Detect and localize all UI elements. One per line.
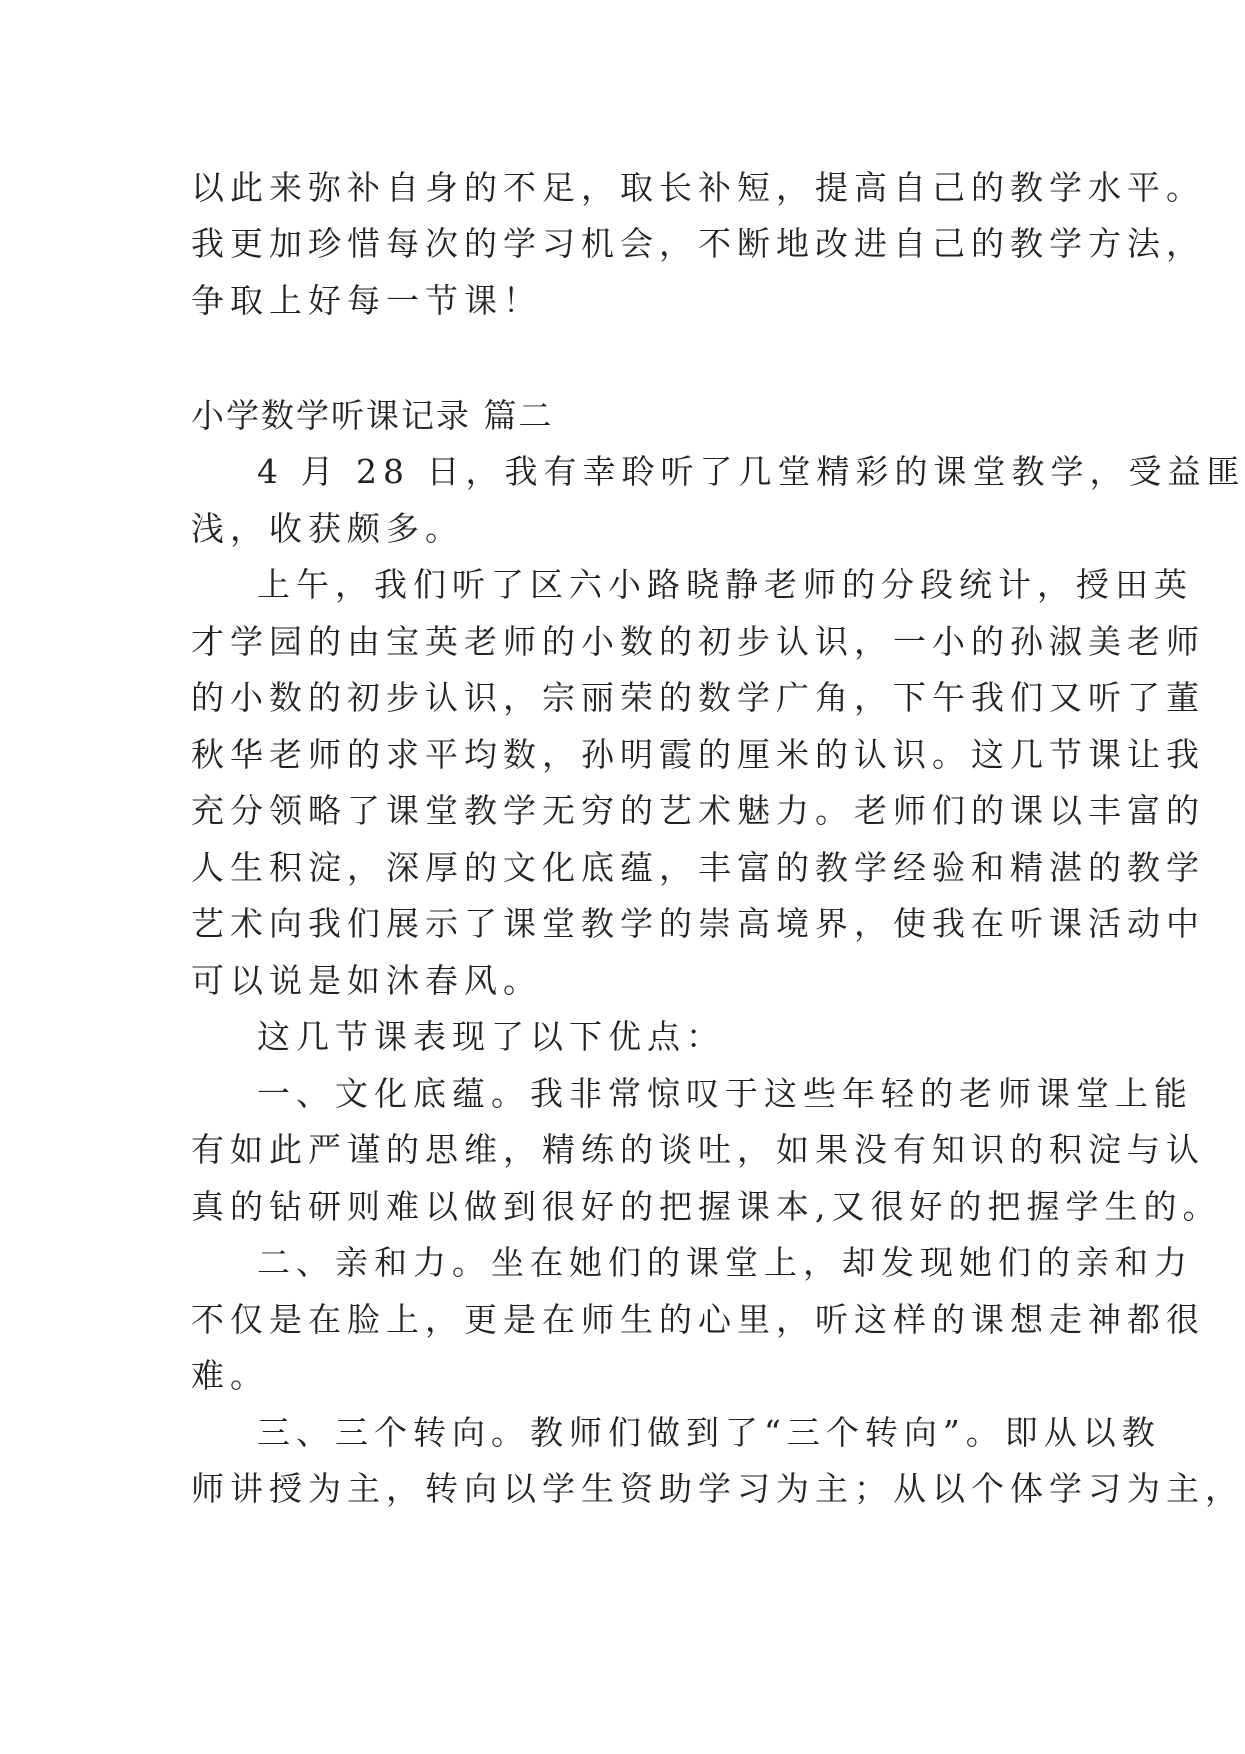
text-line: 才学园的由宝英老师的小数的初步认识，一小的孙淑美老师 — [191, 622, 1205, 661]
text-line: 难。 — [191, 1356, 269, 1395]
text-line: 真的钻研则难以做到很好的把握课本,又很好的把握学生的。 — [191, 1187, 1222, 1226]
text-line: 有如此严谨的思维，精练的谈吐，如果没有知识的积淀与认 — [191, 1130, 1205, 1169]
text-line: 不仅是在脸上，更是在师生的心里，听这样的课想走神都很 — [191, 1300, 1205, 1339]
text-line: 4 月 28 日，我有幸聆听了几堂精彩的课堂教学，受益匪 — [257, 452, 1245, 491]
text-line: 的小数的初步认识，宗丽荣的数学广角，下午我们又听了董 — [191, 678, 1205, 717]
text-line: 师讲授为主，转向以学生资助学习为主；从以个体学习为主， — [191, 1469, 1244, 1508]
text-line: 三、三个转向。教师们做到了“三个转向”。即从以教 — [257, 1413, 1161, 1452]
text-line: 可以说是如沐春风。 — [191, 961, 542, 1000]
text-line: 人生积淀，深厚的文化底蕴，丰富的教学经验和精湛的教学 — [191, 848, 1205, 887]
text-line: 争取上好每一节课！ — [191, 281, 542, 320]
text-line: 上午，我们听了区六小路晓静老师的分段统计，授田英 — [257, 565, 1193, 604]
text-line: 浅，收获颇多。 — [191, 509, 464, 548]
text-line: 艺术向我们展示了课堂教学的崇高境界，使我在听课活动中 — [191, 904, 1205, 943]
text-line: 秋华老师的求平均数，孙明霞的厘米的认识。这几节课让我 — [191, 735, 1205, 774]
text-line: 二、亲和力。坐在她们的课堂上，却发现她们的亲和力 — [257, 1243, 1193, 1282]
text-line: 以此来弥补自身的不足，取长补短，提高自己的教学水平。 — [191, 168, 1205, 207]
text-line: 这几节课表现了以下优点： — [257, 1017, 725, 1056]
text-line: 充分领略了课堂教学无穷的艺术魅力。老师们的课以丰富的 — [191, 791, 1205, 830]
text-line: 一、文化底蕴。我非常惊叹于这些年轻的老师课堂上能 — [257, 1074, 1193, 1113]
section-heading: 小学数学听课记录 篇二 — [191, 396, 554, 435]
text-line: 我更加珍惜每次的学习机会，不断地改进自己的教学方法， — [191, 224, 1205, 263]
